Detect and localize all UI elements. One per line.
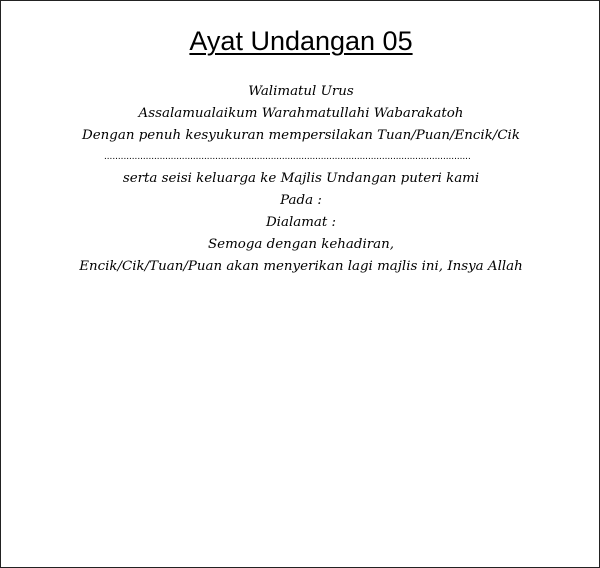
- invitation-line: Dengan penuh kesyukuran mempersilakan Tuan/Puan/Encik/Cik: [82, 128, 520, 143]
- address-label: Dialamat :: [265, 215, 337, 230]
- event-name-line: Walimatul Urus: [248, 84, 354, 99]
- greeting-line: Assalamualaikum Warahmatullahi Wabarakatoh: [138, 106, 464, 121]
- name-blank-line: ....................................................................................................................................: [104, 151, 471, 162]
- family-line: serta seisi keluarga ke Majlis Undangan puteri kami: [122, 171, 480, 186]
- date-label: Pada :: [280, 193, 322, 208]
- closing-line: Encik/Cik/Tuan/Puan akan menyerikan lagi majlis ini, Insya Allah: [79, 259, 523, 274]
- page-title: Ayat Undangan 05: [189, 26, 413, 56]
- invitation-text: [1, 81, 600, 278]
- hope-line: Semoga dengan kehadiran,: [208, 237, 394, 252]
